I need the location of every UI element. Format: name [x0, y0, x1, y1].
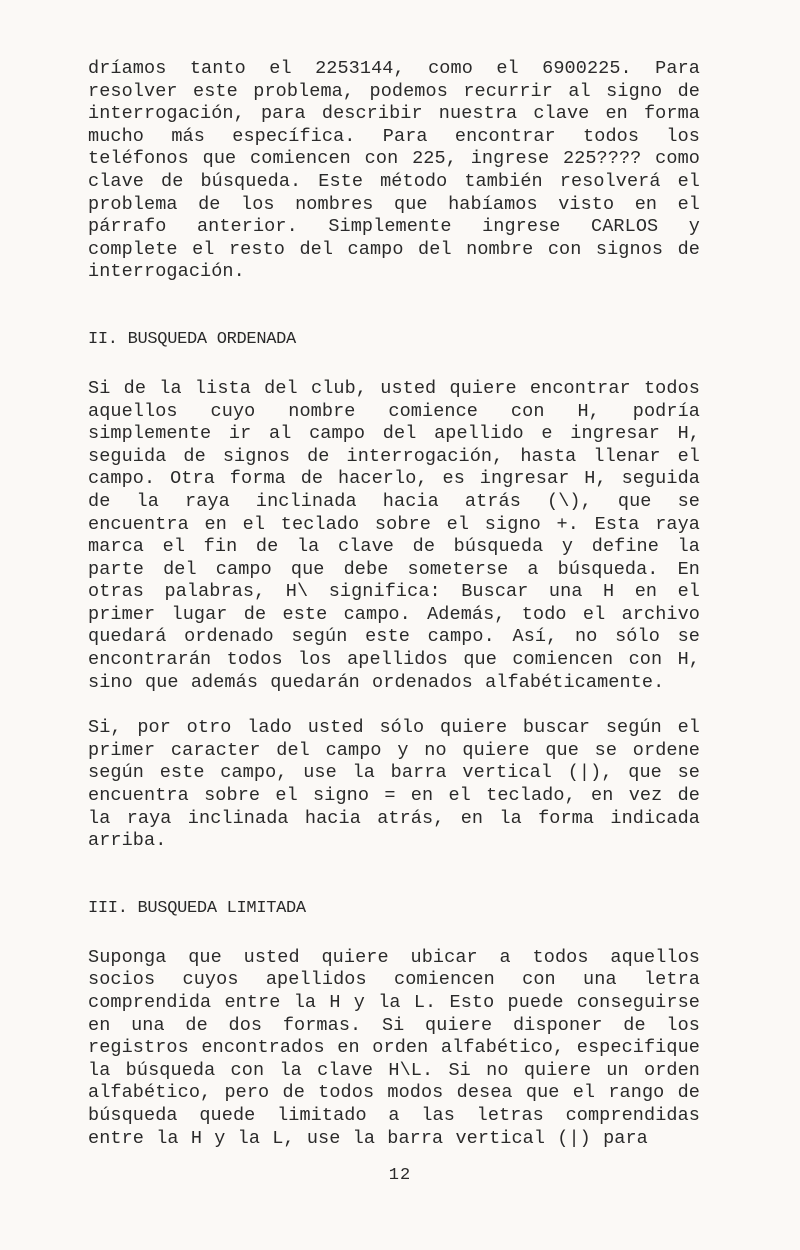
page-number: 12: [388, 1166, 412, 1185]
body-paragraph: Si de la lista del club, usted quiere encontrar todos aquellos cuyo nombre comience con H, podría simplemente ir al campo del apellido e ingresar H, seguida de signos de interrogación, hasta llenar el campo. Otra forma de hacerlo, es ingresar H, seguida de la raya inclinada hacia atrás (\), que se encuentra en el teclado sobre el signo +. Esta raya marca el fin de la clave de búsqueda y define la parte del campo que debe someterse a búsqueda. En otras palabras, H\ significa: Buscar una H en el primer lugar de este campo. Además, todo el archivo quedará ordenado según este campo. Así, no sólo se encontrarán todos los apellidos que comiencen con H, sino que además quedarán ordenados alfabéticamente.: [88, 377, 700, 693]
body-paragraph: dríamos tanto el 2253144, como el 6900225. Para resolver este problema, podemos recurrir al signo de interrogación, para describir nuestra clave en forma mucho más específica. Para encontrar todos los teléfonos que comiencen con 225, ingrese 225???? como clave de búsqueda. Este método también resolverá el problema de los nombres que habíamos visto en el párrafo anterior. Simplemente ingrese CARLOS y complete el resto del campo del nombre con signos de interrogación.: [88, 58, 700, 283]
document-page: [88, 58, 700, 1150]
body-paragraph: Si, por otro lado usted sólo quiere buscar según el primer caracter del campo y no quiere que se ordene según este campo, use la barra vertical (|), que se encuentra sobre el signo = en el teclado, en vez de la raya inclinada hacia atrás, en la forma indicada arriba.: [88, 717, 700, 852]
body-paragraph: Suponga que usted quiere ubicar a todos aquellos socios cuyos apellidos comiencen con una letra comprendida entre la H y la L. Esto puede conseguirse en una de dos formas. Si quiere disponer de los registros encontrados en orden alfabético, especifique la búsqueda con la clave H\L. Si no quiere un orden alfabético, pero de todos modos desea que el rango de búsqueda quede limitado a las letras comprendidas entre la H y la L, use la barra vertical (|) para: [88, 946, 700, 1149]
section-heading: II. BUSQUEDA ORDENADA: [88, 329, 296, 349]
section-heading: III. BUSQUEDA LIMITADA: [88, 898, 306, 918]
